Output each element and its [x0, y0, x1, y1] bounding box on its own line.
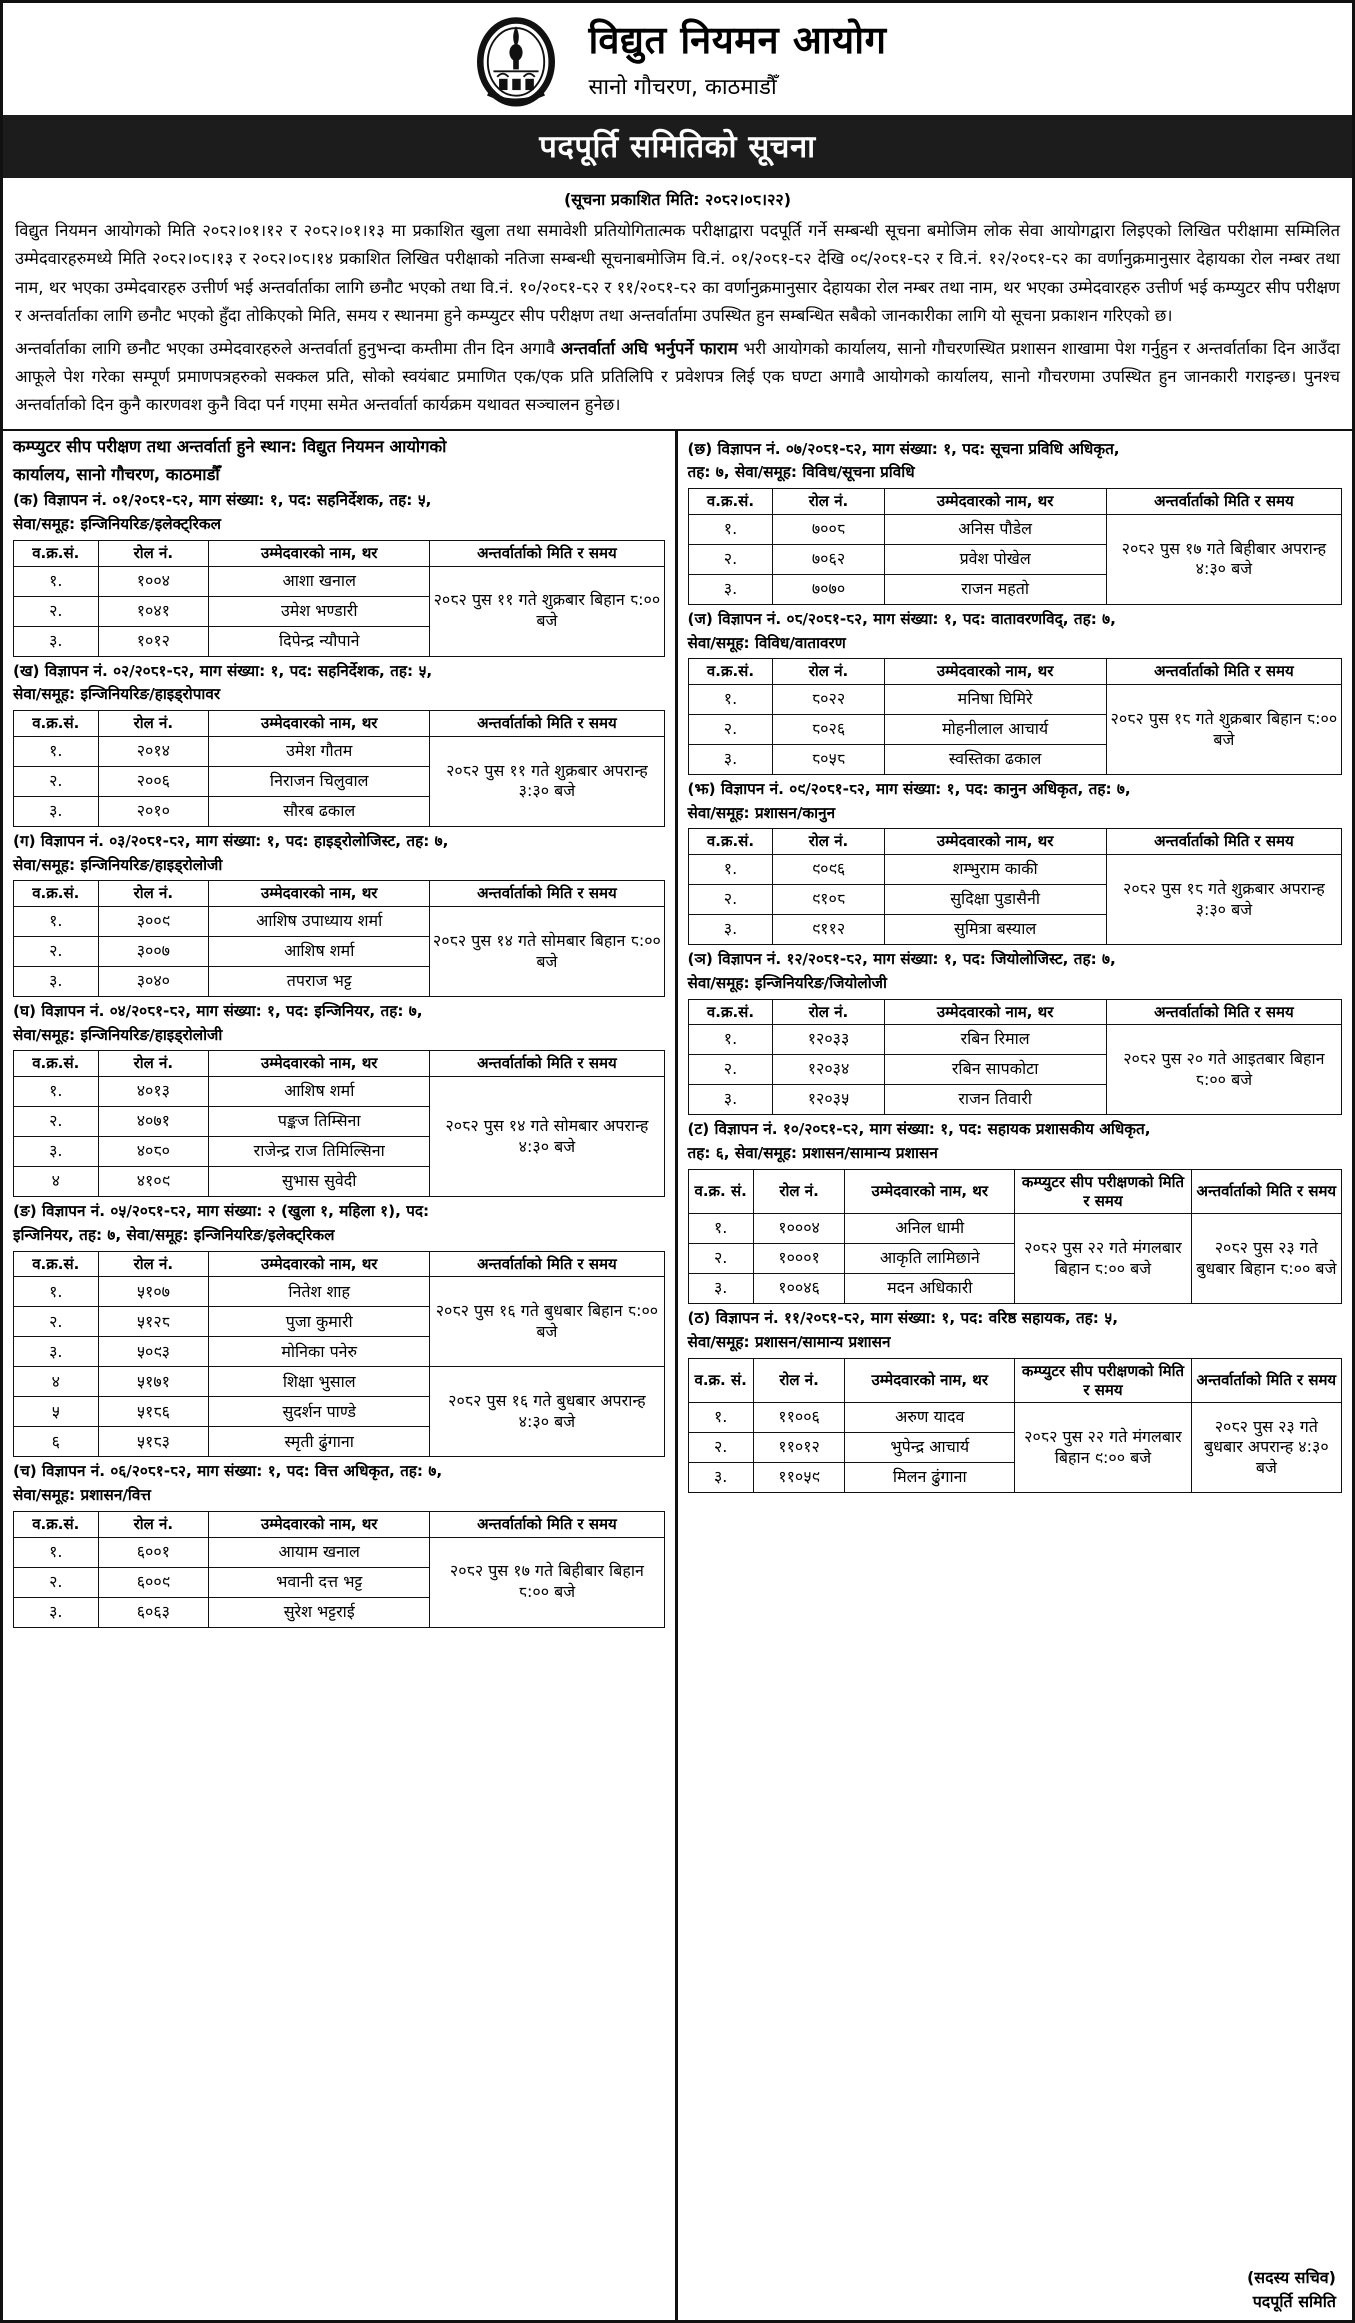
- candidates-table-nga: [13, 1251, 665, 1458]
- section-heading-ka-line2: सेवा/समूह: इन्जिनियरिङ/इलेक्ट्रिकल: [13, 515, 221, 534]
- cell-roll-number: ५१२८: [98, 1307, 209, 1337]
- right-column-spacer: [688, 1495, 1343, 2252]
- candidates-table-ka: [13, 540, 665, 657]
- cell-candidate-name: आशा खनाल: [209, 566, 430, 596]
- table-header-row: [14, 881, 665, 907]
- publish-date: (सूचना प्रकाशित मिति: २०८२।०८।२२): [563, 190, 792, 209]
- advertisement-section-cha: [13, 1461, 665, 1627]
- table-row: [688, 1403, 1342, 1433]
- column-header-serial: व.क्र.सं.: [688, 659, 773, 685]
- cell-roll-number: १००४: [98, 566, 209, 596]
- column-header-roll: रोल नं.: [98, 711, 209, 737]
- cell-candidate-name: अरुण यादव: [845, 1403, 1015, 1433]
- column-header-serial: व.क्र.सं.: [688, 999, 773, 1025]
- column-header-name: उम्मेदवारको नाम, थर: [209, 1511, 430, 1537]
- candidates-table-tha: [688, 1358, 1343, 1494]
- cell-candidate-name: पुजा कुमारी: [209, 1307, 430, 1337]
- column-header-name: उम्मेदवारको नाम, थर: [209, 711, 430, 737]
- advertisement-section-kha: [13, 661, 665, 827]
- cell-roll-number: ५१७१: [98, 1367, 209, 1397]
- cell-interview-datetime: २०८२ पुस ११ गते शुक्रबार अपरान्ह ३:३० बजे: [430, 736, 664, 826]
- cell-serial: २.: [14, 1567, 99, 1597]
- column-header-name: उम्मेदवारको नाम, थर: [209, 1051, 430, 1077]
- candidates-table-chha: [688, 488, 1343, 605]
- cell-serial: ४: [14, 1167, 99, 1197]
- signature-role: (सदस्य सचिव): [1246, 2268, 1336, 2287]
- column-header-roll: रोल नं.: [773, 999, 884, 1025]
- cell-serial: १.: [688, 1403, 753, 1433]
- cell-roll-number: २००६: [98, 766, 209, 796]
- cell-serial: २.: [688, 885, 773, 915]
- cell-candidate-name: मिलन ढुंगाना: [845, 1463, 1015, 1493]
- column-header-interview-datetime: अन्तर्वार्ताको मिति र समय: [430, 881, 664, 907]
- intro-section: [3, 178, 1352, 426]
- cell-roll-number: ११०५९: [753, 1463, 844, 1493]
- cell-serial: ३.: [14, 626, 99, 656]
- candidates-table-cha: [13, 1511, 665, 1628]
- column-header-serial: व.क्र.सं.: [14, 881, 99, 907]
- section-heading-ka-line1: (क) विज्ञापन नं. ०१/२०८१-८२, माग संख्या: १, पद: सहनिर्देशक, तह: ५,: [13, 491, 432, 510]
- cell-candidate-name: मदन अधिकारी: [845, 1274, 1015, 1304]
- column-header-serial: व.क्र.सं.: [14, 1511, 99, 1537]
- cell-candidate-name: राजन तिवारी: [884, 1085, 1106, 1115]
- cell-serial: ३.: [14, 1337, 99, 1367]
- cell-candidate-name: पङ्कज तिम्सिना: [209, 1107, 430, 1137]
- table-row: [688, 514, 1342, 544]
- cell-roll-number: १२०३३: [773, 1025, 884, 1055]
- table-header-row: [688, 659, 1342, 685]
- cell-computer-skill-datetime: २०८२ पुस २२ गते मंगलबार बिहान ९:०० बजे: [1015, 1403, 1191, 1493]
- table-row: [688, 1214, 1342, 1244]
- section-heading-tha-line2: सेवा/समूह: प्रशासन/सामान्य प्रशासन: [687, 1333, 891, 1352]
- column-header-interview-datetime: अन्तर्वार्ताको मिति र समय: [430, 1051, 664, 1077]
- cell-interview-datetime: २०८२ पुस १४ गते सोमबार अपरान्ह ४:३० बजे: [430, 1077, 664, 1197]
- cell-roll-number: १२०३४: [773, 1055, 884, 1085]
- cell-serial: ५: [14, 1397, 99, 1427]
- cell-serial: २.: [14, 937, 99, 967]
- cell-candidate-name: भवानी दत्त भट्ट: [209, 1567, 430, 1597]
- section-heading-nya-line2: सेवा/समूह: इन्जिनियरिङ/जियोलोजी: [687, 973, 887, 992]
- cell-roll-number: ८०५८: [773, 745, 884, 775]
- advertisement-section-nga: [13, 1201, 665, 1457]
- cell-roll-number: ९०९६: [773, 855, 884, 885]
- table-header-row: [688, 1169, 1342, 1214]
- cell-candidate-name: दिपेन्द्र न्यौपाने: [209, 626, 430, 656]
- column-header-roll: रोल नं.: [98, 1051, 209, 1077]
- section-heading-jha-line1: (झ) विज्ञापन नं. ०९/२०८१-८२, माग संख्या: १, पद: कानुन अधिकृत, तह: ७,: [687, 780, 1131, 798]
- cell-roll-number: २०१०: [98, 796, 209, 826]
- cell-roll-number: १०४१: [98, 596, 209, 626]
- column-header-interview-datetime: अन्तर्वार्ताको मिति र समय: [1106, 659, 1341, 685]
- section-heading-ta-line2: तह: ६, सेवा/समूह: प्रशासन/सामान्य प्रशासन: [687, 1144, 938, 1163]
- cell-interview-datetime: २०८२ पुस १७ गते बिहीबार अपरान्ह ४:३० बजे: [1106, 514, 1341, 604]
- cell-interview-datetime: २०८२ पुस ११ गते शुक्रबार बिहान ८:०० बजे: [430, 566, 664, 656]
- cell-candidate-name: सुभास सुवेदी: [209, 1167, 430, 1197]
- cell-roll-number: ४०८०: [98, 1137, 209, 1167]
- candidates-table-gha: [13, 1050, 665, 1197]
- column-header-serial: व.क्र. सं.: [688, 1169, 753, 1214]
- column-header-interview-datetime: अन्तर्वार्ताको मिति र समय: [430, 1251, 664, 1277]
- cell-roll-number: ९१०८: [773, 885, 884, 915]
- cell-roll-number: ५१८३: [98, 1427, 209, 1457]
- cell-serial: ३.: [14, 967, 99, 997]
- cell-candidate-name: रबिन रिमाल: [884, 1025, 1106, 1055]
- cell-candidate-name: राजेन्द्र राज तिमिल्सिना: [209, 1137, 430, 1167]
- column-header-name: उम्मेदवारको नाम, थर: [884, 489, 1106, 515]
- signature-committee: पदपूर्ति समिति: [1252, 2292, 1336, 2311]
- column-header-roll: रोल नं.: [98, 1251, 209, 1277]
- section-heading-kha-line2: सेवा/समूह: इन्जिनियरिङ/हाइड्रोपावर: [13, 685, 221, 704]
- column-header-interview-datetime: अन्तर्वार्ताको मिति र समय: [430, 1511, 664, 1537]
- section-heading-ja-line1: (ज) विज्ञापन नं. ०८/२०८१-८२, माग संख्या: १, पद: वातावरणविद्, तह: ७,: [687, 609, 1116, 628]
- column-header-roll: रोल नं.: [773, 659, 884, 685]
- column-header-name: उम्मेदवारको नाम, थर: [884, 999, 1106, 1025]
- cell-serial: १.: [688, 685, 773, 715]
- cell-interview-datetime: २०८२ पुस १६ गते बुधबार बिहान ८:०० बजे: [430, 1277, 664, 1367]
- table-header-row: [688, 999, 1342, 1025]
- cell-interview-datetime: २०८२ पुस १८ गते शुक्रबार बिहान ८:०० बजे: [1106, 685, 1341, 775]
- table-header-row: [14, 540, 665, 566]
- cell-serial: ३.: [688, 1085, 773, 1115]
- advertisement-section-nya: [688, 949, 1343, 1115]
- cell-candidate-name: उमेश भण्डारी: [209, 596, 430, 626]
- cell-serial: २.: [14, 596, 99, 626]
- cell-serial: १.: [14, 1077, 99, 1107]
- table-row: [14, 1077, 665, 1107]
- cell-serial: २.: [688, 1244, 753, 1274]
- table-header-row: [14, 711, 665, 737]
- cell-roll-number: ९११२: [773, 915, 884, 945]
- section-heading-nga-line2: इन्जिनियर, तह: ७, सेवा/समूह: इन्जिनियरिङ/इलेक्ट्रिकल: [13, 1225, 335, 1244]
- candidates-table-ta: [688, 1169, 1343, 1305]
- column-header-roll: रोल नं.: [753, 1358, 844, 1403]
- section-heading-kha-line1: (ख) विज्ञापन नं. ०२/२०८१-८२, माग संख्या: १, पद: सहनिर्देशक, तह: ५,: [13, 661, 433, 680]
- cell-roll-number: १०००१: [753, 1244, 844, 1274]
- cell-candidate-name: आकृति लामिछाने: [845, 1244, 1015, 1274]
- table-header-row: [14, 1051, 665, 1077]
- column-header-computer-skill-datetime: कम्प्युटर सीप परीक्षणको मिति र समय: [1015, 1358, 1191, 1403]
- table-row: [14, 1367, 665, 1397]
- cell-candidate-name: मनिषा घिमिरे: [884, 685, 1106, 715]
- notice-banner-title: पदपूर्ति समितिको सूचना: [3, 115, 1352, 178]
- section-heading-gha-line2: सेवा/समूह: इन्जिनियरिङ/हाइड्रोलोजी: [13, 1025, 223, 1044]
- table-row: [688, 685, 1342, 715]
- section-heading-ja-line2: सेवा/समूह: विविध/वातावरण: [687, 633, 846, 652]
- column-header-roll: रोल नं.: [773, 829, 884, 855]
- section-heading-tha-line1: (ठ) विज्ञापन नं. ११/२०८१-८२, माग संख्या: १, पद: वरिष्ठ सहायक, तह: ५,: [687, 1309, 1119, 1328]
- column-header-serial: व.क्र. सं.: [688, 1358, 753, 1403]
- cell-candidate-name: प्रवेश पोखेल: [884, 544, 1106, 574]
- cell-serial: १.: [14, 736, 99, 766]
- cell-roll-number: १२०३५: [773, 1085, 884, 1115]
- cell-candidate-name: आयाम खनाल: [209, 1537, 430, 1567]
- body-columns: [3, 429, 1352, 2320]
- section-heading-chha-line2: तह: ७, सेवा/समूह: विविध/सूचना प्रविधि: [687, 463, 915, 482]
- column-header-name: उम्मेदवारको नाम, थर: [209, 881, 430, 907]
- cell-candidate-name: मोहनीलाल आचार्य: [884, 715, 1106, 745]
- column-header-serial: व.क्र.सं.: [688, 489, 773, 515]
- cell-roll-number: ७०६२: [773, 544, 884, 574]
- venue-line-1: कम्प्युटर सीप परीक्षण तथा अन्तर्वार्ता हुने स्थान: विद्युत नियमन आयोगको: [13, 436, 447, 456]
- section-heading-ga-line1: (ग) विज्ञापन नं. ०३/२०८१-८२, माग संख्या: १, पद: हाइड्रोलोजिस्ट, तह: ७,: [13, 831, 449, 850]
- table-header-row: [14, 1511, 665, 1537]
- cell-serial: ४: [14, 1367, 99, 1397]
- cell-serial: ६: [14, 1427, 99, 1457]
- cell-candidate-name: सुदर्शन पाण्डे: [209, 1397, 430, 1427]
- column-header-serial: व.क्र.सं.: [688, 829, 773, 855]
- table-row: [688, 1025, 1342, 1055]
- cell-roll-number: ६०६३: [98, 1597, 209, 1627]
- section-heading-nya-line1: (ञ) विज्ञापन नं. १२/२०८१-८२, माग संख्या: १, पद: जियोलोजिस्ट, तह: ७,: [687, 950, 1116, 969]
- cell-candidate-name: सुमित्रा बस्याल: [884, 915, 1106, 945]
- column-header-serial: व.क्र.सं.: [14, 540, 99, 566]
- cell-candidate-name: स्मृती ढुंगाना: [209, 1427, 430, 1457]
- cell-candidate-name: शम्भुराम काकी: [884, 855, 1106, 885]
- section-heading-ga-line2: सेवा/समूह: इन्जिनियरिङ/हाइड्रोलोजी: [13, 855, 223, 874]
- intro-paragraph-1: विद्युत नियमन आयोगको मिति २०८२।०१।१२ र २०८२।०१।१३ मा प्रकाशित खुला तथा समावेशी प्रतियोगितात्मक परीक्षाद्वारा पदपूर्ति गर्ने सम्बन्धी सूचना बमोजिम लोक सेवा आयोगद्वारा लिइएको लिखित परीक्षामा सम्मिलित उम्मेदवारहरुमध्ये मिति २०८२।०८।१३ र २०८२।०८।१४ प्रकाशित लिखित परीक्षाको नतिजा सम्बन्धी सूचनाबमोजिम वि.नं. ०१/२०८१-८२ देखि ०९/२०८१-८२ र वि.नं. १२/२०८१-८२ का वर्णानुक्रमानुसार देहायका रोल नम्बर तथा नाम, थर भएका उम्मेदवारहरु उत्तीर्ण भई अन्तर्वार्ताका लागि छनौट भएको तथा वि.नं. १०/२०८१-८२ र ११/२०८१-८२ का वर्णानुक्रमानुसार देहायका रोल नम्बर तथा नाम, थर भएका उम्मेदवारहरु उत्तीर्ण भई कम्प्युटर सीप परीक्षण र अन्तर्वार्ताका लागि छनौट भएको हुँदा तोकिएको मिति, समय र स्थानमा हुने कम्प्युटर सीप परीक्षण तथा अन्तर्वार्तामा उपस्थित हुन सम्बन्धित सबैको जानकारीका लागि यो सूचना प्रकाशन गरिएको छ।: [15, 221, 1340, 326]
- cell-roll-number: ८०२६: [773, 715, 884, 745]
- venue-line-2: कार्यालय, सानो गौचरण, काठमाडौँ: [13, 464, 220, 484]
- cell-serial: ३.: [14, 1137, 99, 1167]
- cell-candidate-name: तपराज भट्ट: [209, 967, 430, 997]
- table-header-row: [688, 489, 1342, 515]
- right-column: [678, 431, 1353, 2320]
- cell-candidate-name: आशिष शर्मा: [209, 937, 430, 967]
- cell-candidate-name: मोनिका पनेरु: [209, 1337, 430, 1367]
- candidates-table-jha: [688, 828, 1343, 945]
- cell-candidate-name: निराजन चिलुवाल: [209, 766, 430, 796]
- column-header-roll: रोल नं.: [98, 881, 209, 907]
- column-header-serial: व.क्र.सं.: [14, 711, 99, 737]
- table-row: [688, 855, 1342, 885]
- cell-candidate-name: भुपेन्द्र आचार्य: [845, 1433, 1015, 1463]
- cell-roll-number: ३००९: [98, 907, 209, 937]
- cell-candidate-name: अनिल धामी: [845, 1214, 1015, 1244]
- column-header-roll: रोल नं.: [98, 1511, 209, 1537]
- section-heading-cha-line2: सेवा/समूह: प्रशासन/वित्त: [13, 1486, 151, 1505]
- cell-interview-datetime: २०८२ पुस २३ गते बुधबार बिहान ८:०० बजे: [1191, 1214, 1341, 1304]
- table-row: [14, 907, 665, 937]
- column-header-interview-datetime: अन्तर्वार्ताको मिति र समय: [430, 711, 664, 737]
- cell-candidate-name: आशिष शर्मा: [209, 1077, 430, 1107]
- cell-roll-number: ५१०७: [98, 1277, 209, 1307]
- cell-interview-datetime: २०८२ पुस १८ गते शुक्रबार अपरान्ह ३:३० बजे: [1106, 855, 1341, 945]
- table-header-row: [688, 1358, 1342, 1403]
- cell-roll-number: ७००८: [773, 514, 884, 544]
- table-row: [14, 1537, 665, 1567]
- column-header-interview-datetime: अन्तर्वार्ताको मिति र समय: [1191, 1169, 1341, 1214]
- column-header-roll: रोल नं.: [773, 489, 884, 515]
- cell-roll-number: ४०७१: [98, 1107, 209, 1137]
- table-row: [14, 736, 665, 766]
- cell-serial: ३.: [688, 1463, 753, 1493]
- cell-candidate-name: सुरेश भट्टराई: [209, 1597, 430, 1627]
- cell-candidate-name: सौरब ढकाल: [209, 796, 430, 826]
- candidates-table-kha: [13, 710, 665, 827]
- column-header-interview-datetime: अन्तर्वार्ताको मिति र समय: [1106, 829, 1341, 855]
- column-header-name: उम्मेदवारको नाम, थर: [209, 540, 430, 566]
- table-row: [14, 566, 665, 596]
- cell-roll-number: १०१२: [98, 626, 209, 656]
- advertisement-section-gha: [13, 1001, 665, 1197]
- cell-interview-datetime: २०८२ पुस १४ गते सोमबार बिहान ८:०० बजे: [430, 907, 664, 997]
- table-header-row: [14, 1251, 665, 1277]
- column-header-computer-skill-datetime: कम्प्युटर सीप परीक्षणको मिति र समय: [1015, 1169, 1191, 1214]
- column-header-name: उम्मेदवारको नाम, थर: [884, 659, 1106, 685]
- cell-interview-datetime: २०८२ पुस २० गते आइतबार बिहान ८:०० बजे: [1106, 1025, 1341, 1115]
- cell-candidate-name: स्वस्तिका ढकाल: [884, 745, 1106, 775]
- cell-roll-number: ६००१: [98, 1537, 209, 1567]
- cell-serial: ३.: [688, 745, 773, 775]
- cell-serial: २.: [14, 766, 99, 796]
- cell-candidate-name: आशिष उपाध्याय शर्मा: [209, 907, 430, 937]
- column-header-roll: रोल नं.: [98, 540, 209, 566]
- cell-candidate-name: अनिस पौडेल: [884, 514, 1106, 544]
- advertisement-section-chha: [688, 439, 1343, 605]
- cell-serial: २.: [688, 1055, 773, 1085]
- cell-serial: २.: [14, 1107, 99, 1137]
- cell-candidate-name: राजन महतो: [884, 574, 1106, 604]
- intro-p2-part-a: अन्तर्वार्ताका लागि छनौट भएका उम्मेदवारहरुले अन्तर्वार्ता हुनुभन्दा कम्तीमा तीन दिन अगावै: [15, 338, 561, 358]
- column-header-roll: रोल नं.: [753, 1169, 844, 1214]
- cell-interview-datetime: २०८२ पुस १७ गते बिहीबार बिहान ८:०० बजे: [430, 1537, 664, 1627]
- organization-block: [589, 19, 887, 101]
- left-column: [3, 431, 678, 2320]
- cell-serial: १.: [14, 1537, 99, 1567]
- advertisement-section-tha: [688, 1308, 1343, 1493]
- cell-roll-number: ३०४०: [98, 967, 209, 997]
- cell-candidate-name: नितेश शाह: [209, 1277, 430, 1307]
- cell-serial: १.: [14, 566, 99, 596]
- cell-serial: ३.: [14, 1597, 99, 1627]
- cell-roll-number: ७०७०: [773, 574, 884, 604]
- form-name-bold: अन्तर्वार्ता अघि भर्नुपर्ने फाराम: [560, 338, 738, 358]
- section-heading-ta-line1: (ट) विज्ञापन नं. १०/२०८१-८२, माग संख्या: १, पद: सहायक प्रशासकीय अधिकृत,: [687, 1120, 1151, 1139]
- cell-roll-number: १०००४: [753, 1214, 844, 1244]
- column-header-serial: व.क्र.सं.: [14, 1051, 99, 1077]
- section-heading-chha-line1: (छ) विज्ञापन नं. ०७/२०८१-८२, माग संख्या: १, पद: सूचना प्रविधि अधिकृत,: [687, 439, 1120, 458]
- column-header-name: उम्मेदवारको नाम, थर: [884, 829, 1106, 855]
- cell-serial: १.: [688, 1214, 753, 1244]
- left-sections-container: [13, 490, 665, 1627]
- cell-roll-number: ३००७: [98, 937, 209, 967]
- column-header-interview-datetime: अन्तर्वार्ताको मिति र समय: [430, 540, 664, 566]
- cell-candidate-name: रबिन सापकोटा: [884, 1055, 1106, 1085]
- column-header-interview-datetime: अन्तर्वार्ताको मिति र समय: [1106, 999, 1341, 1025]
- column-header-interview-datetime: अन्तर्वार्ताको मिति र समय: [1106, 489, 1341, 515]
- column-header-serial: व.क्र.सं.: [14, 1251, 99, 1277]
- cell-serial: २.: [688, 715, 773, 745]
- advertisement-section-ja: [688, 609, 1343, 775]
- cell-roll-number: ११०१२: [753, 1433, 844, 1463]
- column-header-interview-datetime: अन्तर्वार्ताको मिति र समय: [1191, 1358, 1341, 1403]
- section-heading-jha-line2: सेवा/समूह: प्रशासन/कानुन: [687, 803, 836, 822]
- cell-roll-number: १००४६: [753, 1274, 844, 1304]
- cell-candidate-name: सुदिक्षा पुडासैनी: [884, 885, 1106, 915]
- cell-candidate-name: उमेश गौतम: [209, 736, 430, 766]
- cell-roll-number: ५०९३: [98, 1337, 209, 1367]
- cell-roll-number: ४१०९: [98, 1167, 209, 1197]
- cell-serial: ३.: [688, 574, 773, 604]
- nepal-government-emblem-icon: [469, 13, 563, 107]
- cell-serial: १.: [688, 1025, 773, 1055]
- intro-p2-part-b: भरी आयोगको कार्यालय, सानो गौचरणस्थित प्रशासन शाखामा पेश गर्नुहुन र अन्तर्वार्ताका दिन आउँदा आफूले पेश गरेका सम्पूर्ण प्रमाणपत्रहरुको सक्कल प्रति, सोको स्वयंबाट प्रमाणित एक/एक प्रति प्रतिलिपि र प्रवेशपत्र लिई एक घण्टा अगावै आयोगको कार्यालय, सानो गौचरणमा उपस्थित हुन जानकारी गराइन्छ। पुनश्च अन्तर्वार्ताको दिन कुनै कारणवश कुनै विदा पर्न गएमा समेत अन्तर्वार्ता कार्यक्रम यथावत सञ्चालन हुनेछ।: [15, 338, 1340, 415]
- table-header-row: [688, 829, 1342, 855]
- masthead: [3, 3, 1352, 115]
- cell-roll-number: २०१४: [98, 736, 209, 766]
- cell-serial: ३.: [14, 796, 99, 826]
- cell-roll-number: ४०१३: [98, 1077, 209, 1107]
- cell-roll-number: ६००९: [98, 1567, 209, 1597]
- cell-computer-skill-datetime: २०८२ पुस २२ गते मंगलबार बिहान ८:०० बजे: [1015, 1214, 1191, 1304]
- cell-roll-number: ११००६: [753, 1403, 844, 1433]
- column-header-name: उम्मेदवारको नाम, थर: [845, 1358, 1015, 1403]
- organization-address: सानो गौचरण, काठमाडौँ: [588, 74, 777, 100]
- cell-serial: २.: [688, 544, 773, 574]
- section-heading-gha-line1: (घ) विज्ञापन नं. ०४/२०८१-८२, माग संख्या: १, पद: इन्जिनियर, तह: ७,: [13, 1002, 423, 1021]
- cell-serial: १.: [14, 907, 99, 937]
- cell-serial: ३.: [688, 915, 773, 945]
- cell-roll-number: ८०२२: [773, 685, 884, 715]
- cell-interview-datetime: २०८२ पुस २३ गते बुधबार अपरान्ह ४:३० बजे: [1191, 1403, 1341, 1493]
- organization-title: विद्युत नियमन आयोग: [588, 18, 887, 63]
- advertisement-section-ga: [13, 831, 665, 997]
- advertisement-section-jha: [688, 779, 1343, 945]
- candidates-table-ja: [688, 658, 1343, 775]
- advertisement-section-ta: [688, 1119, 1343, 1304]
- intro-paragraph-2: [15, 335, 1340, 420]
- cell-serial: २.: [688, 1433, 753, 1463]
- column-header-name: उम्मेदवारको नाम, थर: [845, 1169, 1015, 1214]
- cell-serial: ३.: [688, 1274, 753, 1304]
- cell-roll-number: ५१८६: [98, 1397, 209, 1427]
- cell-serial: १.: [688, 855, 773, 885]
- column-header-name: उम्मेदवारको नाम, थर: [209, 1251, 430, 1277]
- table-row: [14, 1277, 665, 1307]
- advertisement-section-ka: [13, 490, 665, 656]
- signature-block: [688, 2266, 1343, 2314]
- candidates-table-ga: [13, 880, 665, 997]
- section-heading-cha-line1: (च) विज्ञापन नं. ०६/२०८१-८२, माग संख्या: १, पद: वित्त अधिकृत, तह: ७,: [13, 1462, 443, 1481]
- cell-serial: १.: [688, 514, 773, 544]
- cell-serial: १.: [14, 1277, 99, 1307]
- right-sections-container: [688, 435, 1343, 1496]
- cell-serial: २.: [14, 1307, 99, 1337]
- section-heading-nga-line1: (ङ) विज्ञापन नं. ०५/२०८१-८२, माग संख्या: २ (खुला १, महिला १), पद:: [13, 1202, 430, 1221]
- cell-interview-datetime: २०८२ पुस १६ गते बुधबार अपरान्ह ४:३० बजे: [430, 1367, 664, 1457]
- candidates-table-nya: [688, 999, 1343, 1116]
- cell-candidate-name: शिक्षा भुसाल: [209, 1367, 430, 1397]
